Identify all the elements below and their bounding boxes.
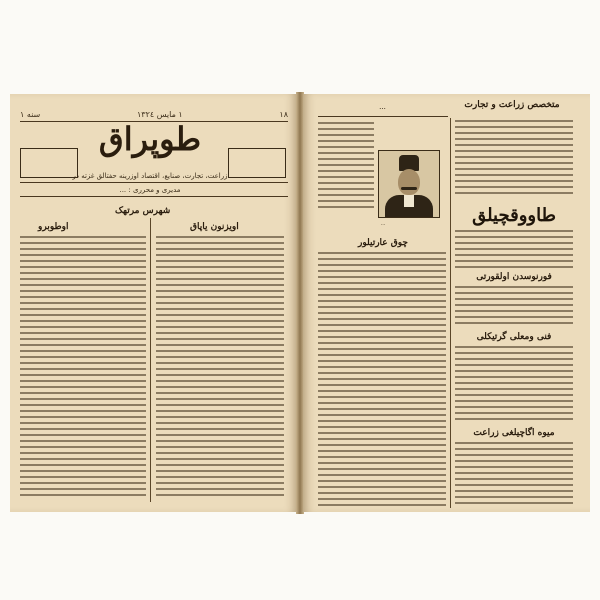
column-heading-left: اوطوبرو — [38, 222, 69, 232]
col-heading: چوق عارتیلور — [358, 238, 408, 248]
ad-text-farm — [455, 346, 573, 422]
portrait-caption: ... — [380, 221, 386, 227]
masthead-subtitle: زراعت، تجارت، صنایع، اقتصاد اوزرینه حفتالق غزته در — [72, 172, 228, 180]
issue-number: ١٨ — [279, 110, 288, 119]
masthead-title: طوپراق — [98, 120, 202, 158]
issue-year: سنه ١ — [20, 110, 41, 119]
column-heading-right: اویزنون یاپاق — [190, 222, 239, 232]
left-header: ... — [379, 103, 386, 111]
section-heading: شهرس مرتهک — [115, 206, 171, 216]
column-divider — [150, 218, 151, 502]
right-column-divider — [450, 118, 451, 508]
big-heading: طاووقچیلق — [472, 205, 556, 226]
header-rule — [318, 116, 448, 117]
heading-farm: فنی ومعلی گرتیکلی — [476, 332, 552, 342]
article-column-right — [156, 236, 284, 498]
ad-text-top — [455, 120, 573, 198]
ad-text-chicken — [455, 230, 573, 268]
article-column-left — [20, 236, 146, 498]
heading-market: میوه اگاچیلغی زراعت — [473, 428, 555, 438]
article-text-right-left — [318, 252, 446, 506]
portrait-moustache — [401, 187, 417, 190]
heading-furnace: فورنوسدن اولقورتی — [476, 272, 552, 282]
masthead-subtitle-2: مدیری و محرری : ... — [119, 186, 181, 194]
issue-date: ١ مايس ١٣٢٤ — [136, 110, 183, 119]
subtitle-rule — [20, 182, 288, 183]
ad-text-furnace — [455, 286, 573, 328]
ad-text-market — [455, 442, 573, 504]
portrait-face — [398, 169, 420, 195]
portrait-collar — [404, 195, 414, 207]
intro-text-left — [318, 122, 374, 212]
issue-info-row — [20, 110, 288, 119]
portrait-photo — [378, 150, 440, 218]
right-header: متخصص زراعت و تجارت — [464, 100, 560, 110]
subtitle-rule-2 — [20, 196, 288, 197]
